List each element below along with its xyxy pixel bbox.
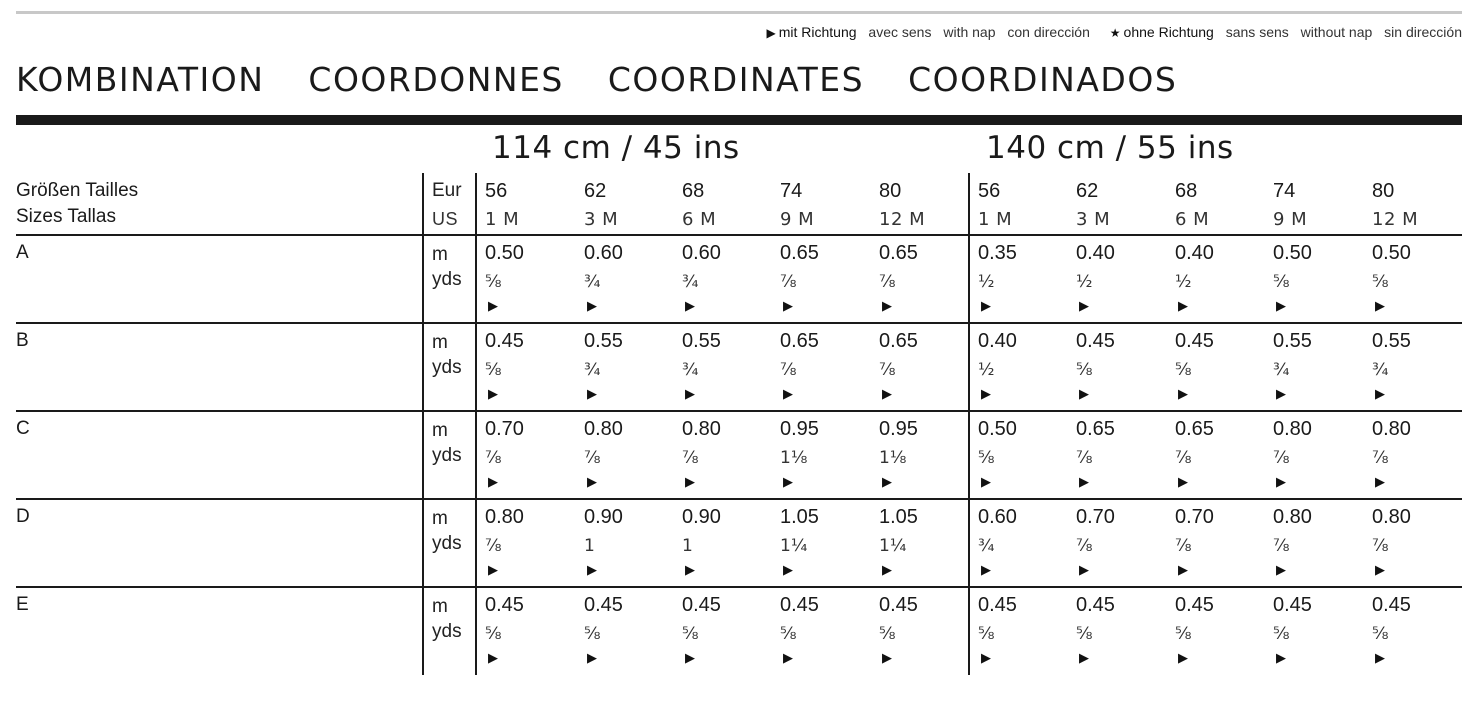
without-nap-en: without nap <box>1300 24 1373 40</box>
metric-value: 0.90 <box>584 506 623 528</box>
metric-value: 0.40 <box>978 330 1017 352</box>
metric-value: 0.50 <box>485 242 524 264</box>
with-nap-icon: ▶ <box>488 299 498 314</box>
title-de: KOMBINATION <box>16 60 265 99</box>
yards-value: ⅞ <box>780 360 797 380</box>
unit-imperial: yds <box>432 533 462 554</box>
with-nap-icon: ▶ <box>1079 563 1089 578</box>
with-nap-icon: ▶ <box>1276 299 1286 314</box>
yards-value: ⅞ <box>485 448 502 468</box>
with-nap-icon: ▶ <box>685 563 695 578</box>
yards-value: ¾ <box>1273 360 1290 380</box>
without-nap-fr: sans sens <box>1225 24 1289 40</box>
row-divider <box>16 586 1462 588</box>
yards-value: ⅝ <box>978 624 995 644</box>
metric-value: 0.55 <box>1273 330 1312 352</box>
with-nap-icon: ▶ <box>685 475 695 490</box>
unit-imperial: yds <box>432 445 462 466</box>
width-group-divider <box>968 173 970 675</box>
metric-value: 0.35 <box>978 242 1017 264</box>
title-es: COORDINADOS <box>908 60 1178 99</box>
yards-value: ¾ <box>584 360 601 380</box>
metric-value: 0.45 <box>1076 330 1115 352</box>
with-nap-legend <box>758 24 856 40</box>
title-fr: COORDONNES <box>308 60 564 99</box>
without-nap-de: ohne Richtung <box>1123 24 1214 40</box>
eur-label: Eur <box>432 180 462 201</box>
us-size: 3 M <box>584 209 619 230</box>
us-size: 1 M <box>978 209 1013 230</box>
yards-value: ⅝ <box>1273 624 1290 644</box>
with-nap-icon: ▶ <box>783 475 793 490</box>
metric-value: 0.80 <box>1273 418 1312 440</box>
yards-value: ⅞ <box>584 448 601 468</box>
without-nap-legend <box>1102 24 1214 40</box>
metric-value: 0.70 <box>1175 506 1214 528</box>
with-nap-icon: ▶ <box>1276 475 1286 490</box>
page-title <box>16 60 1209 99</box>
eur-size: 68 <box>1175 180 1198 202</box>
with-nap-icon: ▶ <box>587 387 597 402</box>
metric-value: 0.40 <box>1175 242 1214 264</box>
with-nap-icon: ▶ <box>1178 475 1188 490</box>
with-nap-icon: ▶ <box>981 475 991 490</box>
view-label: C <box>16 418 30 439</box>
metric-value: 0.90 <box>682 506 721 528</box>
us-size: 9 M <box>780 209 815 230</box>
yards-value: ½ <box>978 272 995 292</box>
yards-value: ⅞ <box>1273 536 1290 556</box>
with-nap-icon: ▶ <box>1375 299 1385 314</box>
us-size: 9 M <box>1273 209 1308 230</box>
metric-value: 0.45 <box>1175 330 1214 352</box>
metric-value: 0.65 <box>780 242 819 264</box>
with-nap-icon: ▶ <box>882 299 892 314</box>
metric-value: 0.80 <box>682 418 721 440</box>
yards-value: ⅝ <box>879 624 896 644</box>
yards-value: ¾ <box>1372 360 1389 380</box>
metric-value: 0.40 <box>1076 242 1115 264</box>
metric-value: 0.80 <box>584 418 623 440</box>
unit-imperial: yds <box>432 357 462 378</box>
table-top-rule <box>16 124 1462 125</box>
yards-value: ½ <box>1076 272 1093 292</box>
yards-value: 1 <box>682 536 693 556</box>
eur-size: 68 <box>682 180 705 202</box>
metric-value: 0.65 <box>1076 418 1115 440</box>
yards-value: ⅝ <box>1175 360 1192 380</box>
without-nap-es: sin dirección <box>1384 24 1462 40</box>
metric-value: 0.80 <box>485 506 524 528</box>
metric-value: 0.55 <box>1372 330 1411 352</box>
yards-value: 1¼ <box>879 536 907 556</box>
metric-value: 0.45 <box>1175 594 1214 616</box>
with-nap-icon: ▶ <box>981 651 991 666</box>
unit-metric: m <box>432 332 448 353</box>
with-nap-icon: ▶ <box>1079 387 1089 402</box>
without-nap-icon: ★ <box>1109 26 1121 40</box>
us-size: 3 M <box>1076 209 1111 230</box>
with-nap-icon: ▶ <box>766 26 776 40</box>
metric-value: 0.50 <box>1273 242 1312 264</box>
view-label: B <box>16 330 29 351</box>
yards-value: 1 <box>584 536 595 556</box>
fabric-width-140: 140 cm / 55 ins <box>986 130 1234 166</box>
unit-metric: m <box>432 508 448 529</box>
metric-value: 0.55 <box>584 330 623 352</box>
with-nap-icon: ▶ <box>587 475 597 490</box>
metric-value: 0.45 <box>978 594 1017 616</box>
with-nap-icon: ▶ <box>783 299 793 314</box>
view-label: E <box>16 594 29 615</box>
unit-metric: m <box>432 420 448 441</box>
with-nap-icon: ▶ <box>488 387 498 402</box>
yards-value: ⅝ <box>485 272 502 292</box>
yards-value: ⅞ <box>485 536 502 556</box>
with-nap-icon: ▶ <box>882 563 892 578</box>
unit-metric: m <box>432 244 448 265</box>
with-nap-icon: ▶ <box>1079 299 1089 314</box>
nap-legend <box>750 24 1462 40</box>
row-divider <box>16 410 1462 412</box>
eur-size: 74 <box>1273 180 1296 202</box>
with-nap-icon: ▶ <box>488 475 498 490</box>
yards-value: ⅞ <box>879 272 896 292</box>
yards-value: ⅞ <box>879 360 896 380</box>
metric-value: 1.05 <box>780 506 819 528</box>
yards-value: ⅝ <box>1372 624 1389 644</box>
metric-value: 0.45 <box>1273 594 1312 616</box>
metric-value: 0.55 <box>682 330 721 352</box>
with-nap-icon: ▶ <box>1375 651 1385 666</box>
us-label: US <box>432 209 459 229</box>
yards-value: 1⅛ <box>780 448 808 468</box>
yards-value: ¾ <box>584 272 601 292</box>
metric-value: 0.80 <box>1372 506 1411 528</box>
yards-value: ⅞ <box>1076 536 1093 556</box>
eur-size: 56 <box>485 180 508 202</box>
metric-value: 0.95 <box>780 418 819 440</box>
with-nap-icon: ▶ <box>685 387 695 402</box>
metric-value: 0.70 <box>1076 506 1115 528</box>
with-nap-icon: ▶ <box>1276 651 1286 666</box>
metric-value: 0.45 <box>1076 594 1115 616</box>
with-nap-icon: ▶ <box>685 651 695 666</box>
with-nap-icon: ▶ <box>587 563 597 578</box>
with-nap-fr: avec sens <box>868 24 932 40</box>
with-nap-icon: ▶ <box>1178 651 1188 666</box>
yards-value: ⅝ <box>978 448 995 468</box>
with-nap-icon: ▶ <box>882 475 892 490</box>
metric-value: 0.50 <box>978 418 1017 440</box>
with-nap-icon: ▶ <box>488 651 498 666</box>
yards-value: ⅞ <box>682 448 699 468</box>
metric-value: 0.45 <box>1372 594 1411 616</box>
with-nap-icon: ▶ <box>783 563 793 578</box>
with-nap-es: con dirección <box>1007 24 1090 40</box>
title-divider <box>16 115 1462 124</box>
with-nap-icon: ▶ <box>1276 387 1286 402</box>
metric-value: 0.65 <box>879 330 918 352</box>
yards-value: ⅝ <box>1273 272 1290 292</box>
view-label: A <box>16 242 29 263</box>
unit-imperial: yds <box>432 621 462 642</box>
yards-value: ½ <box>1175 272 1192 292</box>
metric-value: 0.80 <box>1372 418 1411 440</box>
metric-value: 0.65 <box>780 330 819 352</box>
with-nap-icon: ▶ <box>1079 651 1089 666</box>
size-header-line2: Sizes Tallas <box>16 206 116 227</box>
with-nap-icon: ▶ <box>587 651 597 666</box>
yards-value: 1¼ <box>780 536 808 556</box>
us-size: 12 M <box>1372 209 1419 230</box>
with-nap-icon: ▶ <box>685 299 695 314</box>
with-nap-icon: ▶ <box>1375 563 1385 578</box>
us-size: 6 M <box>1175 209 1210 230</box>
yards-value: ⅝ <box>682 624 699 644</box>
metric-value: 0.45 <box>879 594 918 616</box>
metric-value: 0.70 <box>485 418 524 440</box>
with-nap-icon: ▶ <box>1375 475 1385 490</box>
yards-value: ⅞ <box>780 272 797 292</box>
yards-value: ⅝ <box>1372 272 1389 292</box>
with-nap-icon: ▶ <box>783 387 793 402</box>
with-nap-icon: ▶ <box>488 563 498 578</box>
with-nap-icon: ▶ <box>1375 387 1385 402</box>
metric-value: 0.45 <box>780 594 819 616</box>
metric-value: 0.45 <box>485 330 524 352</box>
metric-value: 0.80 <box>1273 506 1312 528</box>
yards-value: ⅝ <box>485 360 502 380</box>
with-nap-icon: ▶ <box>1178 299 1188 314</box>
yards-value: ⅞ <box>1273 448 1290 468</box>
metric-value: 0.50 <box>1372 242 1411 264</box>
yards-value: ⅝ <box>485 624 502 644</box>
with-nap-icon: ▶ <box>882 387 892 402</box>
top-divider <box>16 11 1462 14</box>
with-nap-icon: ▶ <box>981 387 991 402</box>
metric-value: 0.95 <box>879 418 918 440</box>
us-size: 6 M <box>682 209 717 230</box>
yards-value: ⅞ <box>1372 536 1389 556</box>
size-header-line1: Größen Tailles <box>16 180 139 201</box>
unit-metric: m <box>432 596 448 617</box>
metric-value: 0.65 <box>879 242 918 264</box>
with-nap-icon: ▶ <box>1178 563 1188 578</box>
yards-value: ⅞ <box>1175 536 1192 556</box>
eur-size: 62 <box>1076 180 1099 202</box>
metric-value: 0.45 <box>485 594 524 616</box>
row-divider <box>16 322 1462 324</box>
yards-value: ⅝ <box>1076 360 1093 380</box>
row-divider <box>16 498 1462 500</box>
with-nap-icon: ▶ <box>587 299 597 314</box>
metric-value: 0.65 <box>1175 418 1214 440</box>
with-nap-icon: ▶ <box>1178 387 1188 402</box>
with-nap-icon: ▶ <box>981 299 991 314</box>
metric-value: 0.45 <box>584 594 623 616</box>
with-nap-icon: ▶ <box>783 651 793 666</box>
eur-size: 80 <box>879 180 902 202</box>
us-size: 12 M <box>879 209 926 230</box>
unit-imperial: yds <box>432 269 462 290</box>
with-nap-en: with nap <box>943 24 996 40</box>
header-row-divider <box>16 234 1462 236</box>
metric-value: 0.60 <box>682 242 721 264</box>
label-column-divider <box>422 173 424 675</box>
yards-value: ⅝ <box>1175 624 1192 644</box>
eur-size: 56 <box>978 180 1001 202</box>
fabric-width-114: 114 cm / 45 ins <box>492 130 740 166</box>
yards-value: 1⅛ <box>879 448 907 468</box>
eur-size: 74 <box>780 180 803 202</box>
yards-value: ⅞ <box>1175 448 1192 468</box>
yards-value: ¾ <box>978 536 995 556</box>
with-nap-icon: ▶ <box>1079 475 1089 490</box>
us-size: 1 M <box>485 209 520 230</box>
with-nap-icon: ▶ <box>882 651 892 666</box>
title-en: COORDINATES <box>607 60 865 99</box>
yards-value: ⅞ <box>1372 448 1389 468</box>
view-label: D <box>16 506 30 527</box>
metric-value: 0.60 <box>978 506 1017 528</box>
metric-value: 1.05 <box>879 506 918 528</box>
metric-value: 0.45 <box>682 594 721 616</box>
yards-value: ¾ <box>682 272 699 292</box>
yards-value: ½ <box>978 360 995 380</box>
yards-value: ⅝ <box>584 624 601 644</box>
with-nap-icon: ▶ <box>1276 563 1286 578</box>
eur-size: 62 <box>584 180 607 202</box>
unit-column-divider <box>475 173 477 675</box>
yards-value: ⅞ <box>1076 448 1093 468</box>
with-nap-icon: ▶ <box>981 563 991 578</box>
with-nap-de: mit Richtung <box>778 24 857 40</box>
yards-value: ⅝ <box>1076 624 1093 644</box>
yards-value: ¾ <box>682 360 699 380</box>
yards-value: ⅝ <box>780 624 797 644</box>
eur-size: 80 <box>1372 180 1395 202</box>
metric-value: 0.60 <box>584 242 623 264</box>
